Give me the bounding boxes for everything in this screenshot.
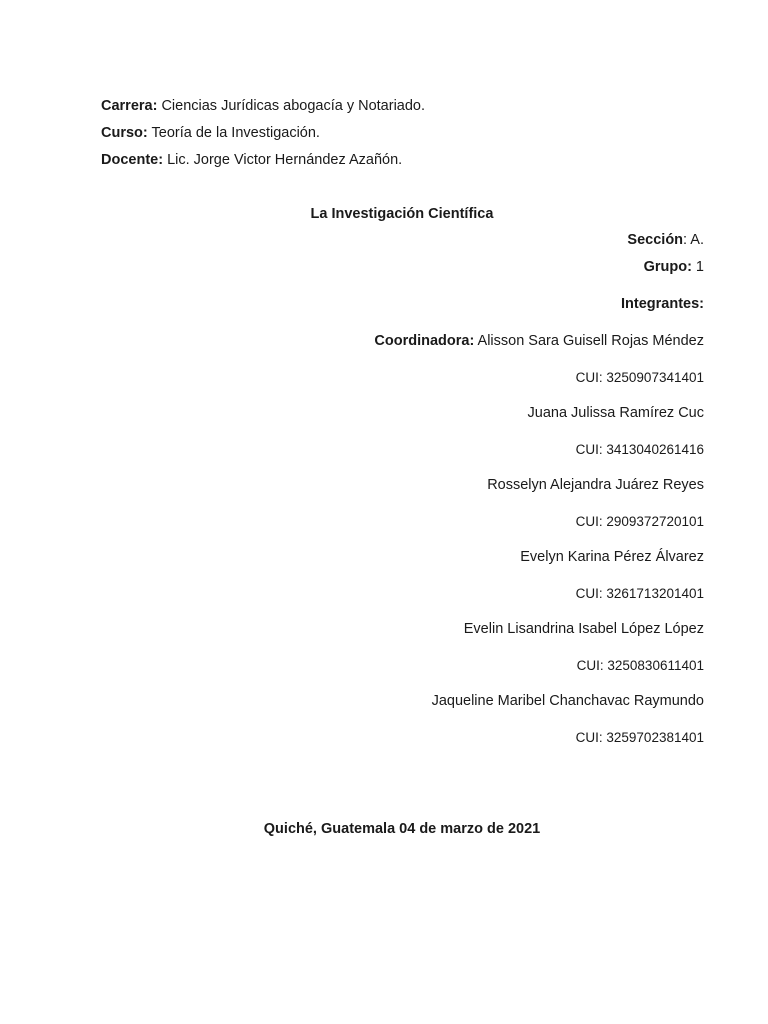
- curso-value: Teoría de la Investigación.: [147, 125, 320, 141]
- seccion-value: : A.: [683, 232, 704, 248]
- curso-line: [101, 125, 320, 141]
- place-date: [18, 821, 768, 837]
- coordinadora-name: Alisson Sara Guisell Rojas Méndez: [474, 333, 704, 349]
- member-cui: CUI: 3259702381401: [575, 730, 704, 745]
- curso-label: Curso:: [101, 125, 148, 141]
- member-name: Juana Julissa Ramírez Cuc: [527, 405, 704, 421]
- grupo-line: [644, 259, 704, 275]
- grupo-label: Grupo:: [643, 259, 692, 275]
- seccion-label: Sección: [627, 232, 684, 248]
- docente-line: [101, 152, 402, 168]
- document-title: [18, 206, 768, 222]
- docente-value: Lic. Jorge Victor Hernández Azañón.: [163, 152, 403, 168]
- member-name: Evelyn Karina Pérez Álvarez: [520, 549, 704, 565]
- carrera-label: Carrera:: [101, 98, 158, 114]
- member-cui: CUI: 3413040261416: [575, 442, 704, 457]
- member-name: Rosselyn Alejandra Juárez Reyes: [487, 477, 704, 493]
- carrera-line: [101, 98, 425, 114]
- member-cui: CUI: 2909372720101: [575, 514, 704, 529]
- integrantes-label: Integrantes:: [621, 296, 704, 312]
- member-cui: CUI: 3250830611401: [576, 658, 704, 673]
- docente-label: Docente:: [101, 152, 164, 168]
- member-name: Evelin Lisandrina Isabel López López: [463, 621, 704, 637]
- member-cui: CUI: 3261713201401: [575, 586, 704, 601]
- member-cui: CUI: 3250907341401: [575, 370, 704, 385]
- member-name: Jaqueline Maribel Chanchavac Raymundo: [431, 693, 704, 709]
- coordinadora-label: Coordinadora:: [374, 333, 475, 349]
- grupo-value: 1: [691, 259, 704, 275]
- integrantes-heading: [621, 296, 704, 312]
- carrera-value: Ciencias Jurídicas abogacía y Notariado.: [157, 98, 426, 114]
- place-date-text: Quiché, Guatemala 04 de marzo de 2021: [263, 821, 541, 837]
- seccion-line: [627, 232, 704, 248]
- document-title-text: La Investigación Científica: [310, 206, 494, 222]
- coordinadora-line: [374, 333, 704, 349]
